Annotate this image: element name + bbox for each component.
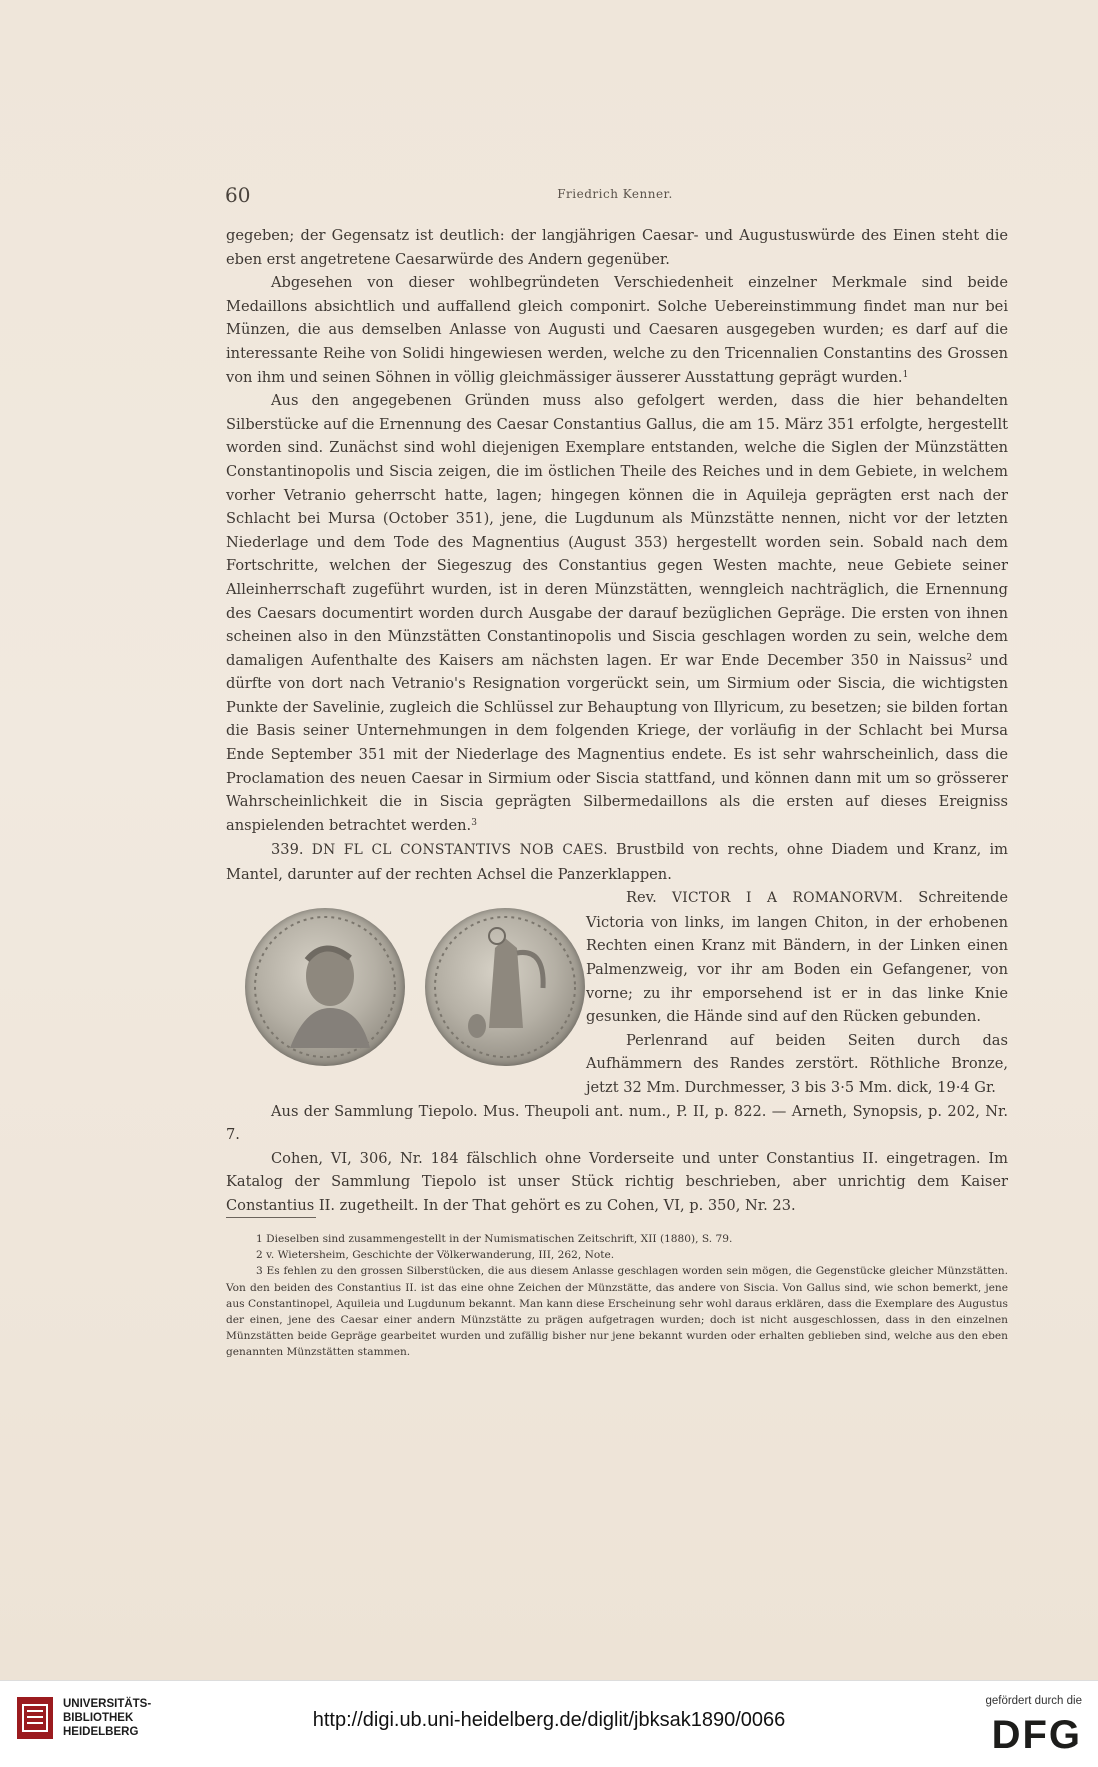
paragraph: gegeben; der Gegensatz ist deutlich: der langjährigen Caesar- und Augustuswürde des Einen steht die eben erst angetretene Caesarwürde des Andern gegenüber. <box>226 227 1008 268</box>
coin-physical: Perlenrand auf beiden Seiten durch das Aufhämmern des Randes zerstört. Röthliche Bronze, jetzt 32 Mm. Durchmesser, 3 bis 3·5 Mm. dick, 19·4 Gr. <box>586 1031 1008 1096</box>
footnote: 2 v. Wietersheim, Geschichte der Völkerwanderung, III, 262, Note. <box>256 1249 615 1262</box>
coin-provenance: Aus der Sammlung Tiepolo. Mus. Theupoli ant. num., P. II, p. 822. — Arneth, Synopsis, p. 202, Nr. 7. <box>226 1102 1008 1144</box>
coin-number: 339. <box>271 841 304 858</box>
coin-images <box>245 908 585 1068</box>
footnote-marker: 3 <box>471 817 477 828</box>
coin-reverse: Rev. VICTOR I A ROMANORVM. Schreitende Victoria von links, im langen Chiton, in der erhobenen Rechten einen Kranz mit Bändern, in der Linken einen Palmenzweig, vor ihr am Boden ein Gefangener, von vorne; zu ihr emporsehend ist er in das linke Knie gesunken, die Hände sind auf den Rücken gebunden. <box>586 889 1009 1026</box>
coin-obverse: 339. DN FL CL CONSTANTIVS NOB CAES. Brustbild von rechts, ohne Diadem und Kranz, im Mantel, darunter auf der rechten Achsel die Panzerklappen. <box>226 841 1008 883</box>
paragraph: Aus den angegebenen Gründen muss also gefolgert werden, dass die hier behandelten Silberstücke auf die Ernennung des Caesar Constantius Gallus, die am 15. März 351 erfolgte, hergestellt worden sind. Zunächst sind wohl diejenigen Exemplare entstanden, welche die Siglen der Münzstätten Constantinopolis und Siscia zeigen, die im östlichen Theile des Reiches und in dem Gebiete, in welchem vorher Vetranio geherrscht hatte, lagen; hingegen können die in Aquileja geprägten erst nach der Schlacht bei Mursa (October 351), jene, die Lugdunum als Münzstätte nennen, nicht vor der letzten Niederlage und dem Tode des Magnentius (August 353) hergestellt worden sein. Sobald nach dem Fortschritte, welchen der Siegeszug des Constantius gegen Westen machte, neue Gebiete seiner Alleinherrschaft zugeführt wurden, ist in deren Münzstätten, wenngleich nachträglich, die Ernennung des Caesars documentirt worden durch Ausgabe der darauf bezüglichen Gepräge. Die ersten von ihnen scheinen also in den Münzstätten Constantinopolis und Siscia geschlagen worden zu sein, welche dem damaligen Aufenthalte des Kaisers am nächsten lagen. Er war Ende December 350 in Naissus$^2$ und dürfte von dort nach Vetranio's Resignation vorgerückt sein, um Sirmium oder Siscia, die wichtigsten Punkte der Savelinie, zugleich die Schlüssel zur Behauptung von Illyricum, zu besetzen; sie bilden fortan die Basis seiner Unternehmungen in dem folgenden Kriege, der vorläufig in der Schlacht bei Mursa Ende September 351 mit der Niederlage des Magnentius endete. Es ist sehr wahrscheinlich, dass die Proclamation des neuen Caesar in Sirmium oder Siscia stattfand, und können dann mit um so grösserer Wahrscheinlichkeit die in Siscia geprägten Silbermedaillons als die ersten auf dieses Ereigniss anspielenden betrachtet werden.$^3$ <box>226 392 1008 834</box>
page-header <box>225 183 1005 207</box>
coin-obverse-image <box>245 908 405 1066</box>
permalink[interactable]: http://digi.ub.uni-heidelberg.de/diglit/jbksak1890/0066 <box>312 1709 786 1731</box>
paragraph: Abgesehen von dieser wohlbegründeten Verschiedenheit einzelner Merkmale sind beide Medaillons absichtlich und auffallend gleich componirt. Solche Uebereinstimmung findet man nur bei Münzen, die aus demselben Anlasse von Augusti und Caesaren ausgegeben wurden; es darf auf die interessante Reihe von Solidi hingewiesen werden, welche zu den Tricennalien Constantins des Grossen von ihm und seinen Söhnen in völlig gleichmässiger äusserer Ausstattung geprägt wurden.$^1$ <box>226 274 1008 386</box>
footnote-marker: 2 <box>966 652 973 663</box>
page-number: 60 <box>225 183 251 207</box>
dfg-logo: DFG <box>991 1713 1082 1757</box>
running-head: Friedrich Kenner. <box>557 187 673 201</box>
viewer-footer <box>0 1680 1098 1767</box>
coin-cohen-note: Cohen, VI, 306, Nr. 184 fälschlich ohne Vorderseite und unter Constantius II. eingetragen. Im Katalog der Sammlung Tiepolo ist unser Stück richtig beschrieben, aber unrichtig dem Kaiser Constantius II. zugetheilt. In der That gehört es zu Cohen, VI, p. 350, Nr. 23. <box>226 1149 1008 1214</box>
footnote-marker: 1 <box>902 369 909 380</box>
coin-reverse-block <box>586 886 1008 1099</box>
footnotes <box>226 1231 1008 1361</box>
footnote: 1 Dieselben sind zusammengestellt in der Numismatischen Zeitschrift, XII (1880), S. 79. <box>256 1233 733 1245</box>
library-name: UNIVERSITÄTS- BIBLIOTHEK HEIDELBERG <box>63 1698 152 1738</box>
footnote-rule <box>226 1217 316 1218</box>
obverse-legend: DN FL CL CONSTANTIVS NOB CAES. <box>311 842 608 858</box>
reverse-legend: VICTOR I A ROMANORVM. <box>672 890 904 907</box>
footnote: 3 Es fehlen zu den grossen Silberstücken, die aus diesem Anlasse geschlagen worden sein mögen, die Gegenstücke gleicher Münzstätten. Von den beiden des Constantius II. ist das eine ohne Zeichen der Münzstätte, das andere von Siscia. Von Gallus sind, wie schon bemerkt, jene aus Constantinopel, Aquileia und Lugdunum bekannt. Man kann diese Erscheinung sehr wohl daraus erklären, dass die Exemplare des Augustus der einen, jene des Caesar einer andern Münzstätte zu prägen aufgetragen wurden; doch ist nicht ausgeschlossen, dass in den einzelnen Münzstätten beide Gepräge gearbeitet wurden und zufällig bisher nur jene bekannt wurden oder erhalten geblieben sind, welche aus den eben genannten Münzstätten stammen. <box>226 1265 1008 1359</box>
coin-reverse-image <box>425 908 585 1066</box>
funding-label: gefördert durch die <box>985 1695 1082 1707</box>
main-text <box>226 224 1008 837</box>
